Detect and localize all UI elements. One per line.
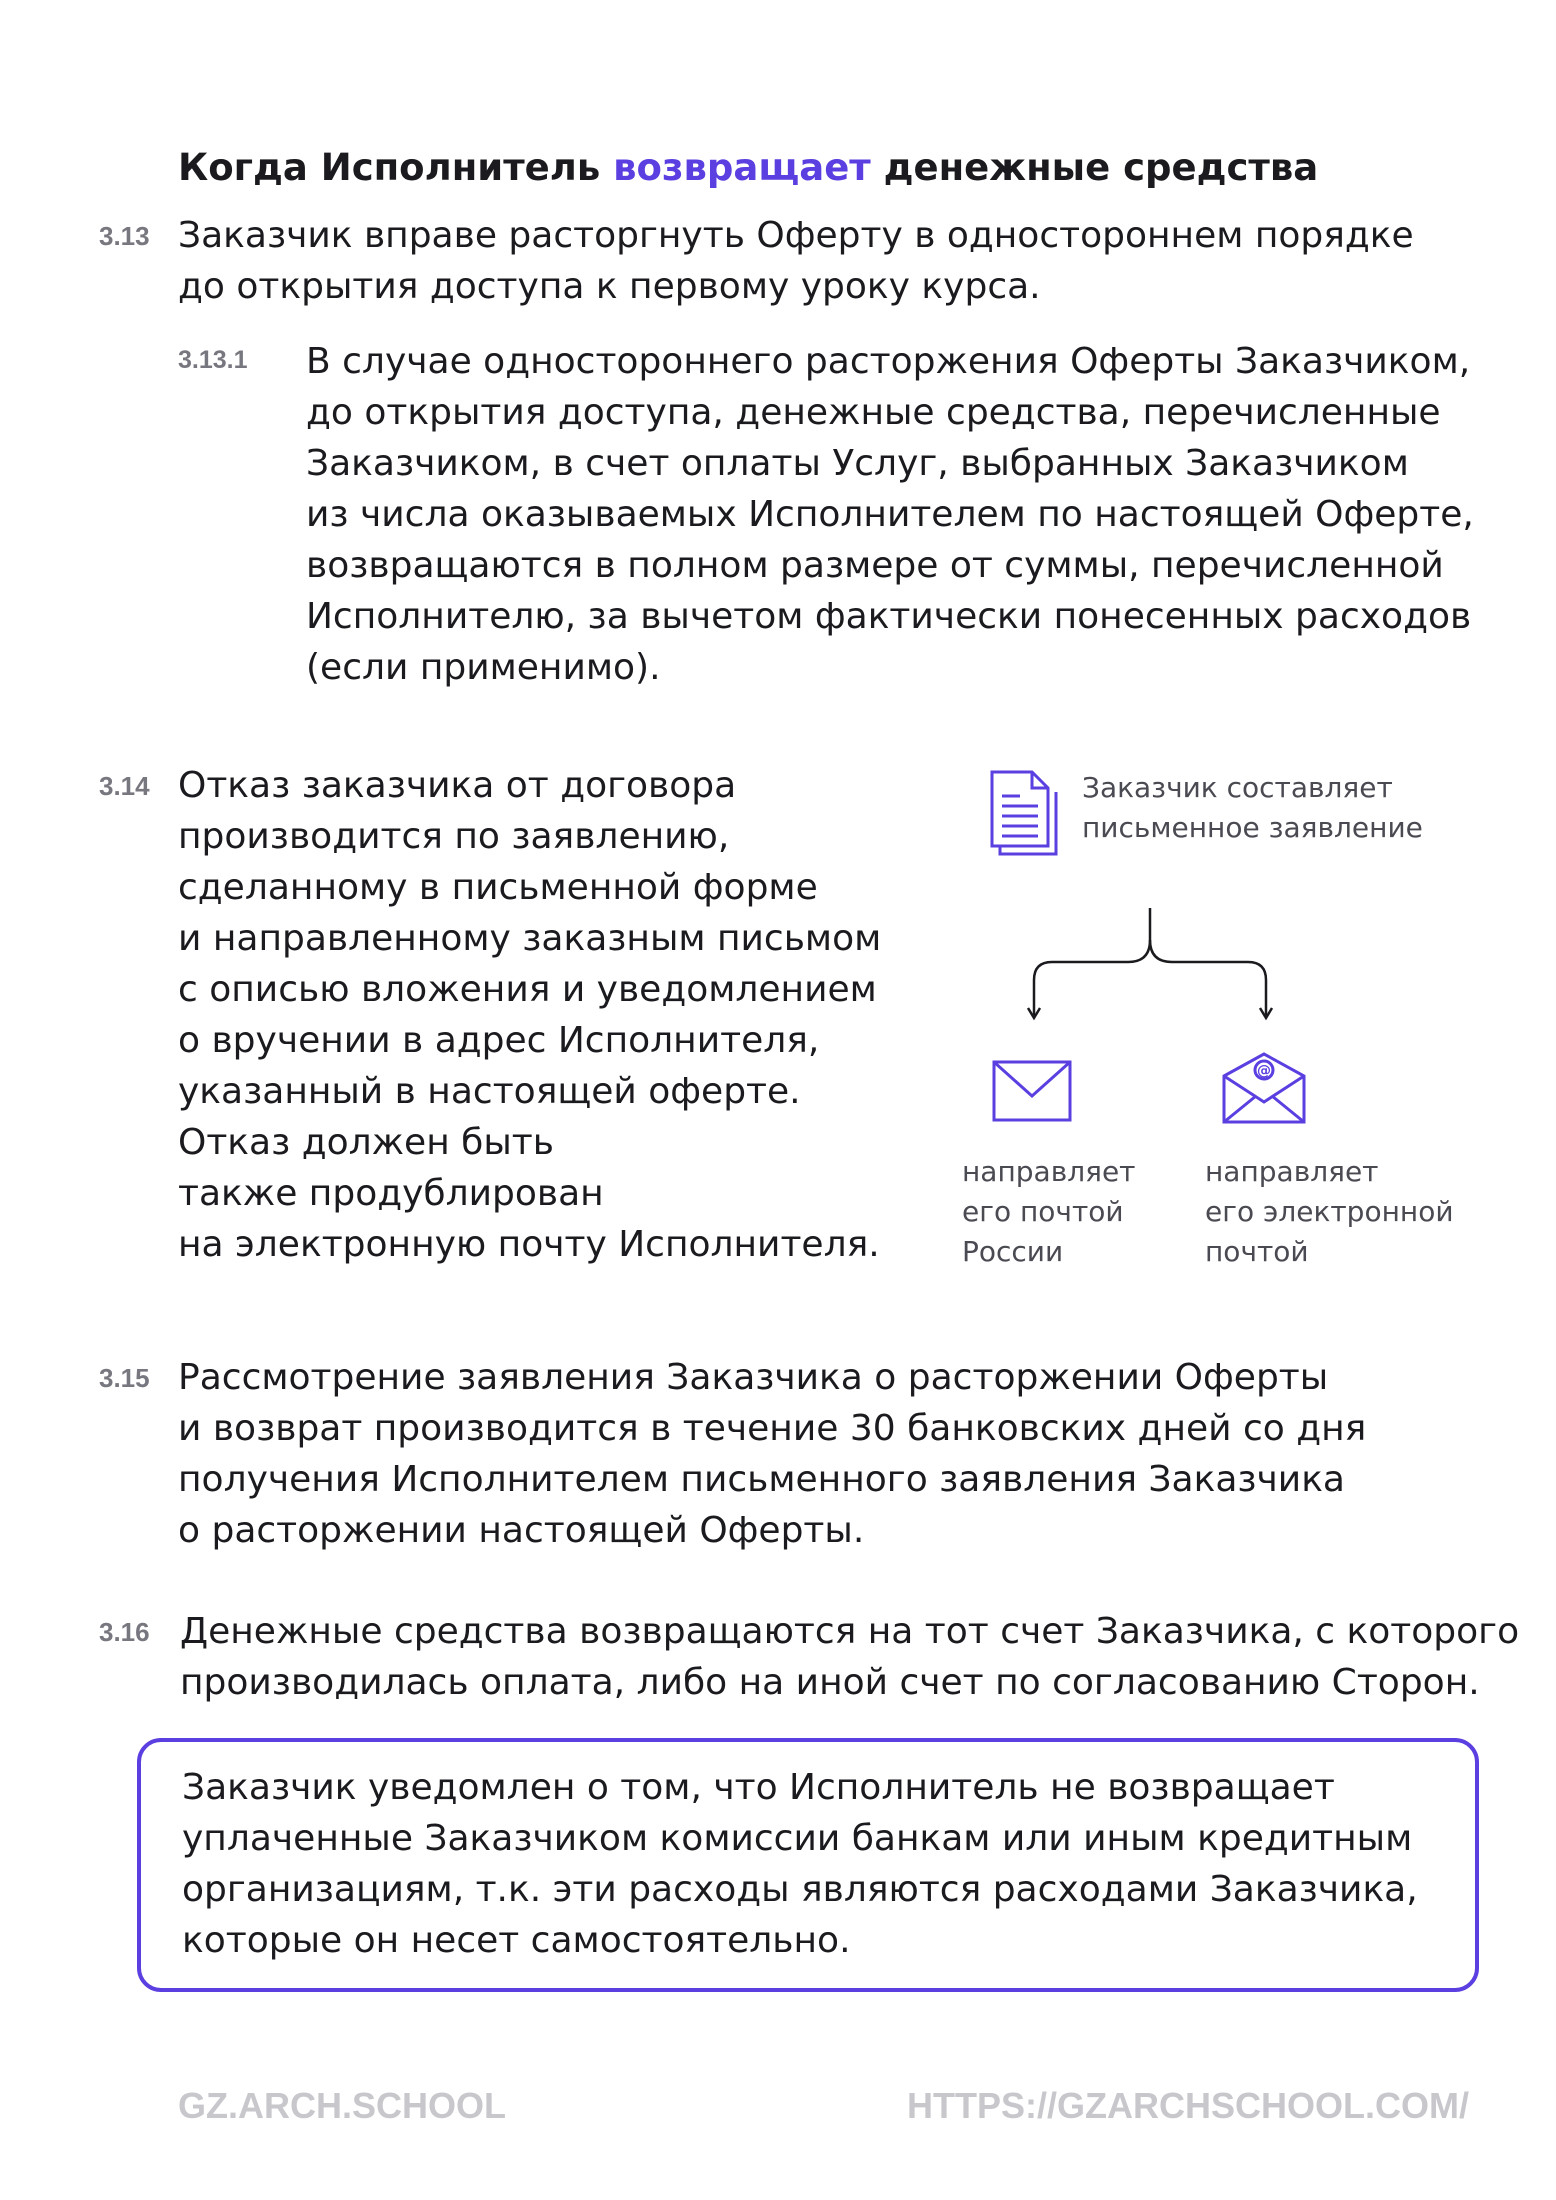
- section-3-13-1-text: [306, 336, 1474, 693]
- heading-accent: возвращает: [613, 146, 871, 189]
- footer-url: HTTPS://GZARCHSCHOOL.COM/: [907, 2085, 1469, 2126]
- text-line: направляет: [962, 1155, 1136, 1188]
- section-number-3-13: 3.13: [99, 221, 150, 251]
- text-line: (если применимо).: [306, 647, 661, 688]
- notice-box: [137, 1738, 1479, 1992]
- text-line: с описью вложения и уведомлением: [178, 969, 877, 1010]
- text-line: В случае одностороннего расторжения Оферты Заказчиком,: [306, 341, 1471, 382]
- text-line: о расторжении настоящей Оферты.: [178, 1510, 865, 1551]
- section-3-16-text: [180, 1606, 1519, 1708]
- text-line: также продублирован: [178, 1173, 604, 1214]
- text-line: и возврат производится в течение 30 банковских дней со дня: [178, 1408, 1367, 1449]
- notice-text: [182, 1762, 1418, 1966]
- heading-before: Когда Исполнитель: [178, 146, 614, 189]
- text-line: организациям, т.к. эти расходы являются расходами Заказчика,: [182, 1869, 1418, 1910]
- text-line: письменное заявление: [1082, 811, 1423, 844]
- envelope-icon: [992, 1060, 1072, 1126]
- text-line: указанный в настоящей оферте.: [178, 1071, 801, 1112]
- footer-brand: GZ.ARCH.SCHOOL: [178, 2085, 506, 2126]
- section-number-3-15: 3.15: [99, 1363, 150, 1393]
- branch-connector: [1000, 900, 1300, 1034]
- text-line: и направленному заказным письмом: [178, 918, 882, 959]
- text-line: производится по заявлению,: [178, 816, 730, 857]
- section-3-15-text: [178, 1352, 1366, 1556]
- section-3-13-text: [178, 210, 1414, 312]
- document-icon: [990, 770, 1062, 860]
- text-line: до открытия доступа к первому уроку курса.: [178, 266, 1041, 307]
- text-line: Заказчик составляет: [1082, 771, 1393, 804]
- text-line: которые он несет самостоятельно.: [182, 1920, 851, 1961]
- text-line: его почтой: [962, 1195, 1124, 1228]
- diagram-right-label: [1205, 1152, 1454, 1272]
- text-line: сделанному в письменной форме: [178, 867, 818, 908]
- text-line: о вручении в адрес Исполнителя,: [178, 1020, 820, 1061]
- text-line: почтой: [1205, 1235, 1309, 1268]
- heading-after: денежные средства: [870, 146, 1319, 189]
- text-line: Исполнителю, за вычетом фактически понесенных расходов: [306, 596, 1472, 637]
- section-3-14-text: [178, 760, 881, 1270]
- diagram-top-label: [1082, 768, 1423, 848]
- text-line: получения Исполнителем письменного заявления Заказчика: [178, 1459, 1345, 1500]
- text-line: возвращаются в полном размере от суммы, перечисленной: [306, 545, 1444, 586]
- email-envelope-icon: [1222, 1052, 1306, 1128]
- text-line: до открытия доступа, денежные средства, перечисленные: [306, 392, 1441, 433]
- text-line: России: [962, 1235, 1064, 1268]
- text-line: из числа оказываемых Исполнителем по настоящей Оферте,: [306, 494, 1474, 535]
- text-line: Денежные средства возвращаются на тот счет Заказчика, с которого: [180, 1611, 1520, 1652]
- section-number-3-13-1: 3.13.1: [178, 346, 248, 374]
- text-line: направляет: [1205, 1155, 1379, 1188]
- text-line: Рассмотрение заявления Заказчика о расторжении Оферты: [178, 1357, 1329, 1398]
- text-line: Заказчиком, в счет оплаты Услуг, выбранных Заказчиком: [306, 443, 1409, 484]
- text-line: уплаченные Заказчиком комиссии банкам или иным кредитным: [182, 1818, 1413, 1859]
- text-line: Отказ должен быть: [178, 1122, 554, 1163]
- svg-text:@: @: [1257, 1063, 1271, 1079]
- text-line: Отказ заказчика от договора: [178, 765, 737, 806]
- text-line: Заказчик вправе расторгнуть Оферту в одностороннем порядке: [178, 215, 1414, 256]
- text-line: его электронной: [1205, 1195, 1454, 1228]
- diagram-left-label: [962, 1152, 1135, 1272]
- section-heading: [178, 142, 1318, 194]
- text-line: производилась оплата, либо на иной счет по согласованию Сторон.: [180, 1662, 1480, 1703]
- section-number-3-16: 3.16: [99, 1617, 150, 1647]
- text-line: на электронную почту Исполнителя.: [178, 1224, 880, 1265]
- section-number-3-14: 3.14: [99, 771, 150, 801]
- text-line: Заказчик уведомлен о том, что Исполнитель не возвращает: [182, 1767, 1335, 1808]
